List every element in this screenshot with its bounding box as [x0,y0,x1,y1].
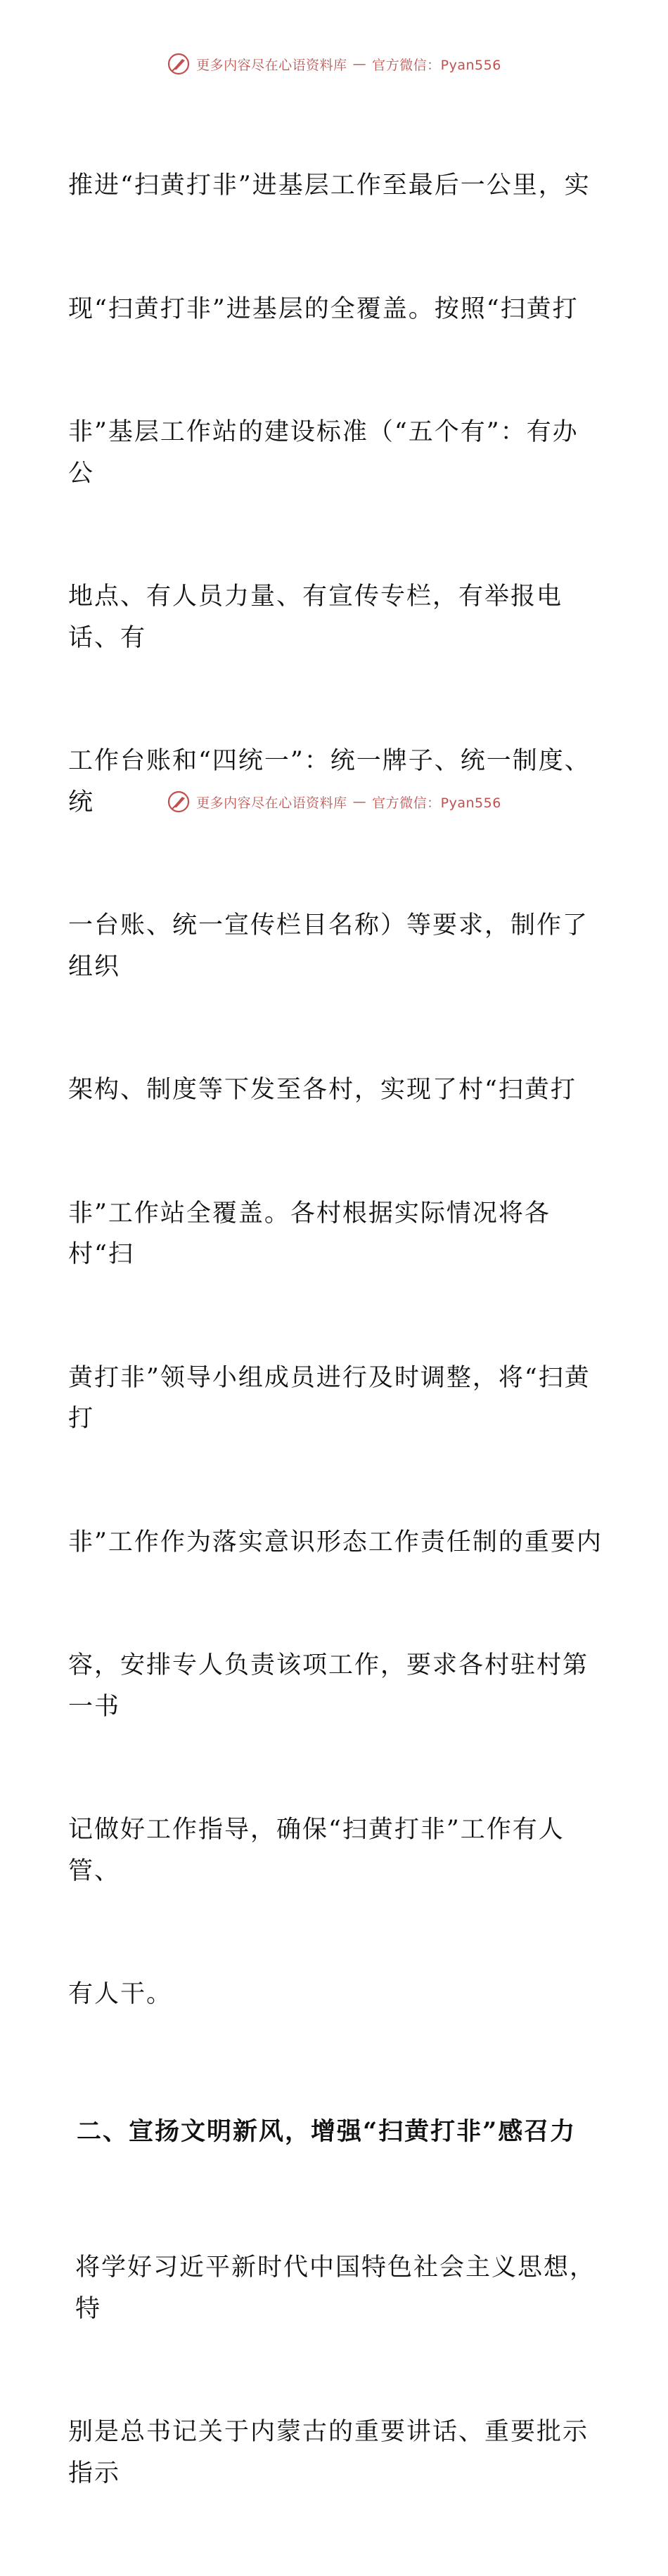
text-line: 推进“扫黄打非”进基层工作至最后一公里，实 [68,171,591,200]
text-line: 架构、制度等下发至各村，实现了村“扫黄打 [68,1076,577,1104]
text-line: 容，安排专人负责该项工作，要求各村驻村第一书 [68,1651,589,1721]
paragraph-2 [68,2165,603,2576]
text-line: 现“扫黄打非”进基层的全覆盖。按照“扫黄打 [68,294,579,323]
quill-pen-logo-icon [167,790,191,814]
quill-pen-logo-icon [167,52,191,76]
text-line: 工作台账和“四统一”：统一牌子、统一制度、统 [68,747,591,817]
paragraph-1 [68,83,603,2097]
text-line: 别是总书记关于内蒙古的重要讲话、重要批示指示 [68,2418,589,2487]
text-line: 非”工作作为落实意识形态工作责任制的重要内 [68,1528,603,1556]
watermark-sub-text: 官方微信：Pyan556 [372,795,501,811]
section-heading: 二、宣扬文明新风，增强“扫黄打非”感召力 [77,2116,577,2146]
text-line: 将学好习近平新时代中国特色社会主义思想，特 [75,2253,596,2323]
watermark-sub-text: 官方微信：Pyan556 [372,57,501,73]
watermark-separator: — [352,794,367,809]
header-watermark [0,52,668,76]
text-line: 非”工作站全覆盖。各村根据实际情况将各村“扫 [68,1199,551,1268]
document-body [68,83,603,2576]
footer-watermark [0,790,668,814]
watermark-main-text: 更多内容尽在心语资料库 [196,795,347,811]
text-line: 记做好工作指导，确保“扫黄打非”工作有人管、 [68,1816,565,1885]
watermark-separator: — [352,56,367,72]
text-line: 一台账、统一宣传栏目名称）等要求，制作了组织 [68,911,589,981]
text-line: 有人干。 [68,1980,173,2008]
text-line: 地点、有人员力量、有宣传专栏，有举报电话、有 [68,583,563,652]
text-line: 黄打非”领导小组成员进行及时调整，将“扫黄打 [68,1363,591,1433]
text-line: 非”基层工作站的建设标准（“五个有”：有办公 [68,418,579,488]
watermark-main-text: 更多内容尽在心语资料库 [196,57,347,73]
